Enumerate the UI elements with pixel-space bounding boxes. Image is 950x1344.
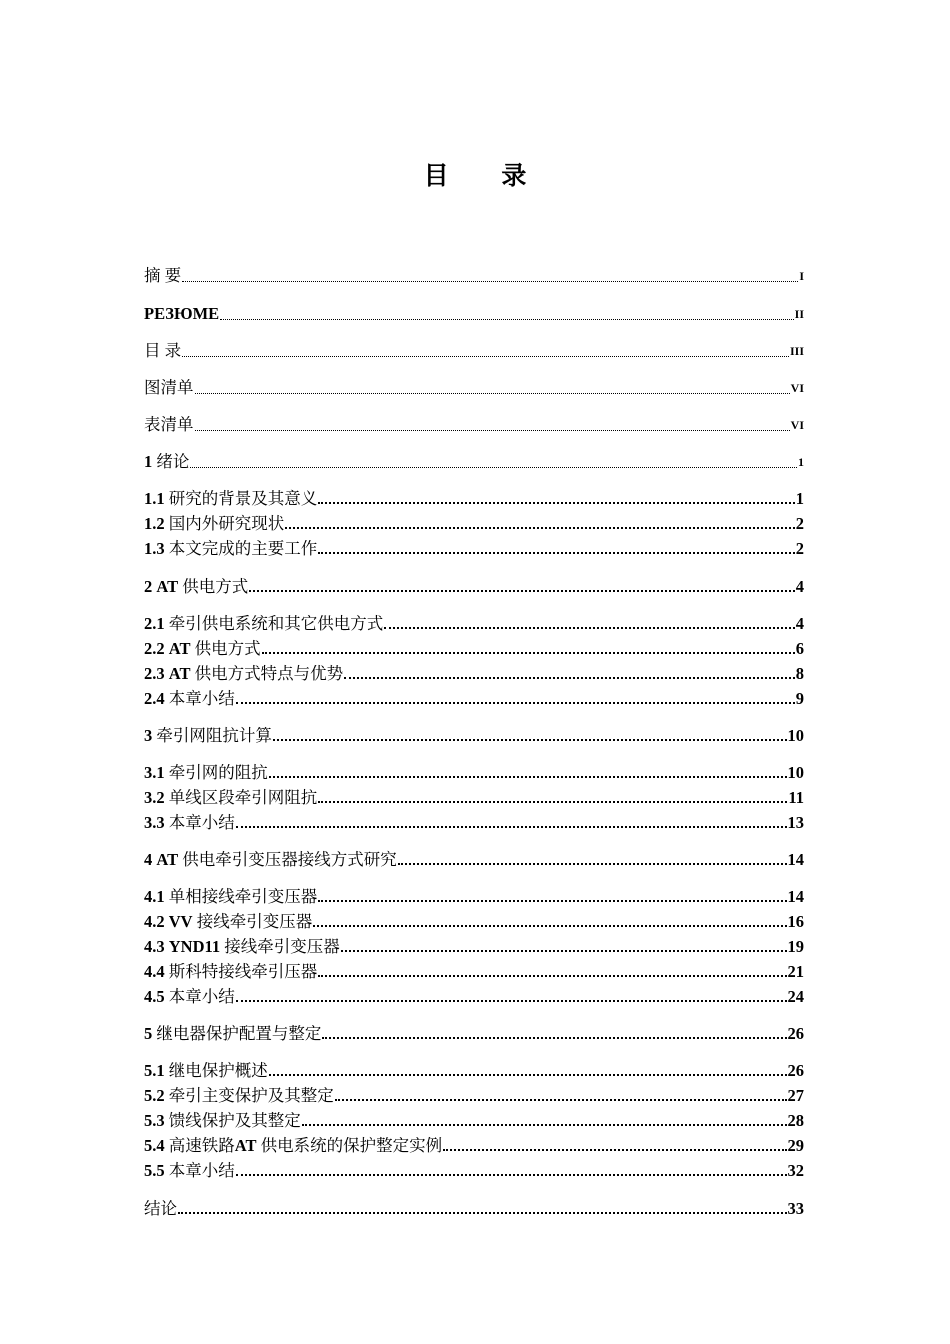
toc-entry-number: 1.1 [144, 489, 165, 508]
toc-entry-label: 本文完成的主要工作 [168, 539, 318, 558]
toc-entry-section[interactable] [144, 908, 804, 932]
toc-entry-label: 目 录 [144, 341, 182, 360]
toc-entry-section[interactable] [144, 660, 804, 684]
dot-leader [318, 501, 795, 504]
toc-entry-label: 接线牵引变压器 [224, 937, 340, 956]
toc-entry-page: 24 [787, 987, 804, 1006]
toc-entry-number: 2.3 [144, 664, 165, 683]
toc-entry-number: 4.2 [144, 912, 165, 931]
toc-entry-page: 10 [787, 726, 804, 745]
toc-entry-page: 1 [798, 455, 804, 469]
dot-leader [178, 1211, 787, 1214]
toc-entry-label-bold: YND11 [168, 937, 221, 956]
toc-entry-page: 2 [795, 539, 804, 558]
toc-entry-label: 本章小结 [168, 689, 235, 708]
toc-entry-label: 继电保护概述 [168, 1061, 268, 1080]
toc-entry-label: 摘 要 [144, 266, 182, 285]
toc-entry-section[interactable] [144, 1132, 804, 1156]
toc-entry-page: I [799, 269, 804, 283]
page-title: 目 录 [423, 161, 549, 190]
toc-entry-section[interactable] [144, 535, 804, 559]
toc-entry-page: III [789, 344, 804, 358]
dot-leader [318, 899, 786, 902]
toc-entry-label: 本章小结 [168, 1161, 235, 1180]
dot-leader [318, 974, 786, 977]
toc-entry-page: 26 [787, 1061, 804, 1080]
dot-leader [344, 676, 795, 679]
toc-entry-abstract[interactable] [144, 262, 804, 286]
dot-leader [269, 1073, 787, 1076]
dot-leader [182, 280, 798, 282]
toc-entry-page: 16 [787, 912, 804, 931]
toc-entry-label: 接线牵引变压器 [196, 912, 313, 931]
toc-entry-page: 4 [795, 614, 804, 633]
toc-entry-page: 11 [788, 788, 804, 807]
toc-entry-page: 6 [795, 639, 804, 658]
toc-entry-number: 1.3 [144, 539, 165, 558]
toc-entry-page: 14 [787, 887, 804, 906]
toc-entry-chapter[interactable] [144, 448, 804, 472]
toc-entry-contents[interactable] [144, 337, 804, 361]
dot-leader [220, 318, 794, 320]
dot-leader [236, 999, 787, 1002]
dot-leader [273, 738, 787, 741]
toc-entry-tables[interactable] [144, 411, 804, 435]
toc-entry-label: 结论 [144, 1199, 177, 1218]
toc-entry-number: 5.5 [144, 1161, 165, 1180]
toc-entry-page: 19 [787, 937, 804, 956]
toc-entry-page: 29 [787, 1136, 804, 1155]
toc-entry-label-bold: AT [168, 664, 191, 683]
toc-entry-number: 4.3 [144, 937, 165, 956]
toc-entry-label: 单相接线牵引变压器 [168, 887, 318, 906]
toc-entry-label: 供电方式特点与优势 [194, 664, 344, 683]
toc-entry-label: 牵引主变保护及其整定 [168, 1086, 334, 1105]
toc-entry-label: 本章小结 [168, 987, 235, 1006]
toc-entry-label: 供电牵引变压器接线方式研究 [182, 850, 397, 869]
dot-leader [318, 800, 787, 803]
dot-leader [262, 651, 795, 654]
toc-entry-number: 5 [144, 1024, 153, 1043]
toc-entry-label-bold: AT [168, 639, 191, 658]
toc-entry-chapter[interactable] [144, 573, 804, 597]
toc-entry-label: 供电方式 [182, 577, 249, 596]
toc-entry-number: 3.3 [144, 813, 165, 832]
toc-entry-number: 1.2 [144, 514, 165, 533]
dot-leader [269, 775, 787, 778]
toc-entry-page: 33 [787, 1199, 804, 1218]
toc-entry-label: 研究的背景及其意义 [168, 489, 318, 508]
toc-entry-chapter[interactable] [144, 1020, 804, 1044]
toc-entry-page: 14 [787, 850, 804, 869]
toc-entry-figures[interactable] [144, 374, 804, 398]
toc-entry-section[interactable] [144, 958, 804, 982]
toc-entry-label: 本章小结 [168, 813, 235, 832]
toc-entry-label: РЕЗЮМЕ [144, 304, 220, 323]
toc-entry-label: 国内外研究现状 [168, 514, 285, 533]
toc-entry-number: 4.4 [144, 962, 165, 981]
toc-entry-label: 单线区段牵引网阻抗 [168, 788, 318, 807]
toc-entry-number: 3 [144, 726, 153, 745]
toc-entry-number: 4.5 [144, 987, 165, 1006]
toc-entry-chapter[interactable] [144, 722, 804, 746]
toc-entry-label: 高速铁路 [168, 1136, 235, 1155]
dot-leader [182, 355, 789, 357]
toc-entry-label: 绪论 [156, 452, 190, 471]
toc-entry-section[interactable] [144, 1157, 804, 1181]
toc-entry-section[interactable] [144, 809, 804, 833]
toc-entry-number: 5.1 [144, 1061, 165, 1080]
dot-leader [236, 701, 795, 704]
toc-entry-section[interactable] [144, 685, 804, 709]
toc-entry-page: 9 [795, 689, 804, 708]
dot-leader [443, 1148, 786, 1151]
toc-entry-page: 10 [787, 763, 804, 782]
dot-leader [384, 626, 795, 629]
toc-entry-chapter[interactable] [144, 846, 804, 870]
toc-entry-section[interactable] [144, 1057, 804, 1081]
dot-leader [236, 825, 787, 828]
toc-entry-page: VI [790, 418, 804, 432]
toc-entry-number: 2.1 [144, 614, 165, 633]
dot-leader [341, 949, 787, 952]
toc-entry-section[interactable] [144, 759, 804, 783]
toc-entry-label-cont: 供电系统的保护整定实例 [260, 1136, 443, 1155]
toc-entry-section[interactable] [144, 883, 804, 907]
dot-leader [285, 526, 795, 529]
toc-entry-label-bold: AT [156, 850, 179, 869]
toc-entry-conclusion[interactable] [144, 1195, 804, 1219]
toc-entry-page: 1 [795, 489, 804, 508]
toc-entry-number: 5.3 [144, 1111, 165, 1130]
dot-leader [398, 862, 787, 865]
dot-leader [313, 924, 786, 927]
toc-entry-section[interactable] [144, 610, 804, 634]
toc-entry-page: 2 [795, 514, 804, 533]
toc-entry-section[interactable] [144, 510, 804, 534]
toc-entry-number: 5.2 [144, 1086, 165, 1105]
dot-leader [249, 589, 795, 592]
toc-entry-label: 供电方式 [194, 639, 261, 658]
dot-leader [236, 1173, 787, 1176]
toc-entry-label-bold: VV [168, 912, 193, 931]
toc-entry-page: 4 [795, 577, 804, 596]
toc-entry-page: VI [790, 381, 804, 395]
toc-entry-page: 21 [787, 962, 804, 981]
dot-leader [318, 551, 795, 554]
toc-entry-label: 牵引供电系统和其它供电方式 [168, 614, 384, 633]
toc-entry-number: 2.2 [144, 639, 165, 658]
dot-leader [190, 466, 797, 468]
toc-entry-number: 4.1 [144, 887, 165, 906]
toc-entry-page: 27 [787, 1086, 804, 1105]
toc-entry-section[interactable] [144, 1082, 804, 1106]
toc-entry-page: 32 [787, 1161, 804, 1180]
toc-entry-section[interactable] [144, 784, 804, 808]
toc-entry-section[interactable] [144, 485, 804, 509]
toc-entry-number: 2.4 [144, 689, 165, 708]
toc-entry-label: 表清单 [144, 415, 194, 434]
toc-entry-label: 牵引网阻抗计算 [156, 726, 272, 745]
toc-entry-number: 4 [144, 850, 153, 869]
toc-entry-number: 3.2 [144, 788, 165, 807]
toc-entry-section[interactable] [144, 635, 804, 659]
dot-leader [322, 1036, 786, 1039]
toc-entry-resume[interactable] [144, 300, 804, 324]
toc-entry-page: 28 [787, 1111, 804, 1130]
toc-entry-label: 继电器保护配置与整定 [156, 1024, 322, 1043]
toc-entry-section[interactable] [144, 983, 804, 1007]
toc-entry-page: 13 [787, 813, 804, 832]
toc-entry-number: 1 [144, 452, 153, 471]
toc-entry-label: 馈线保护及其整定 [168, 1111, 301, 1130]
dot-leader [195, 392, 790, 394]
toc-entry-page: 26 [787, 1024, 804, 1043]
toc-entry-label: 图清单 [144, 378, 194, 397]
dot-leader [195, 429, 790, 431]
toc-entry-page: II [794, 307, 804, 321]
toc-entry-label: 斯科特接线牵引压器 [168, 962, 318, 981]
toc-entry-label-bold: AT [156, 577, 179, 596]
toc-entry-page: 8 [795, 664, 804, 683]
toc-entry-number: 2 [144, 577, 153, 596]
toc-entry-number: 3.1 [144, 763, 165, 782]
dot-leader [302, 1123, 787, 1126]
toc-entry-label: 牵引网的阻抗 [168, 763, 268, 782]
toc-entry-label-bold: AT [234, 1136, 257, 1155]
dot-leader [335, 1098, 787, 1101]
toc-entry-section[interactable] [144, 1107, 804, 1131]
toc-entry-number: 5.4 [144, 1136, 165, 1155]
toc-entry-section[interactable] [144, 933, 804, 957]
